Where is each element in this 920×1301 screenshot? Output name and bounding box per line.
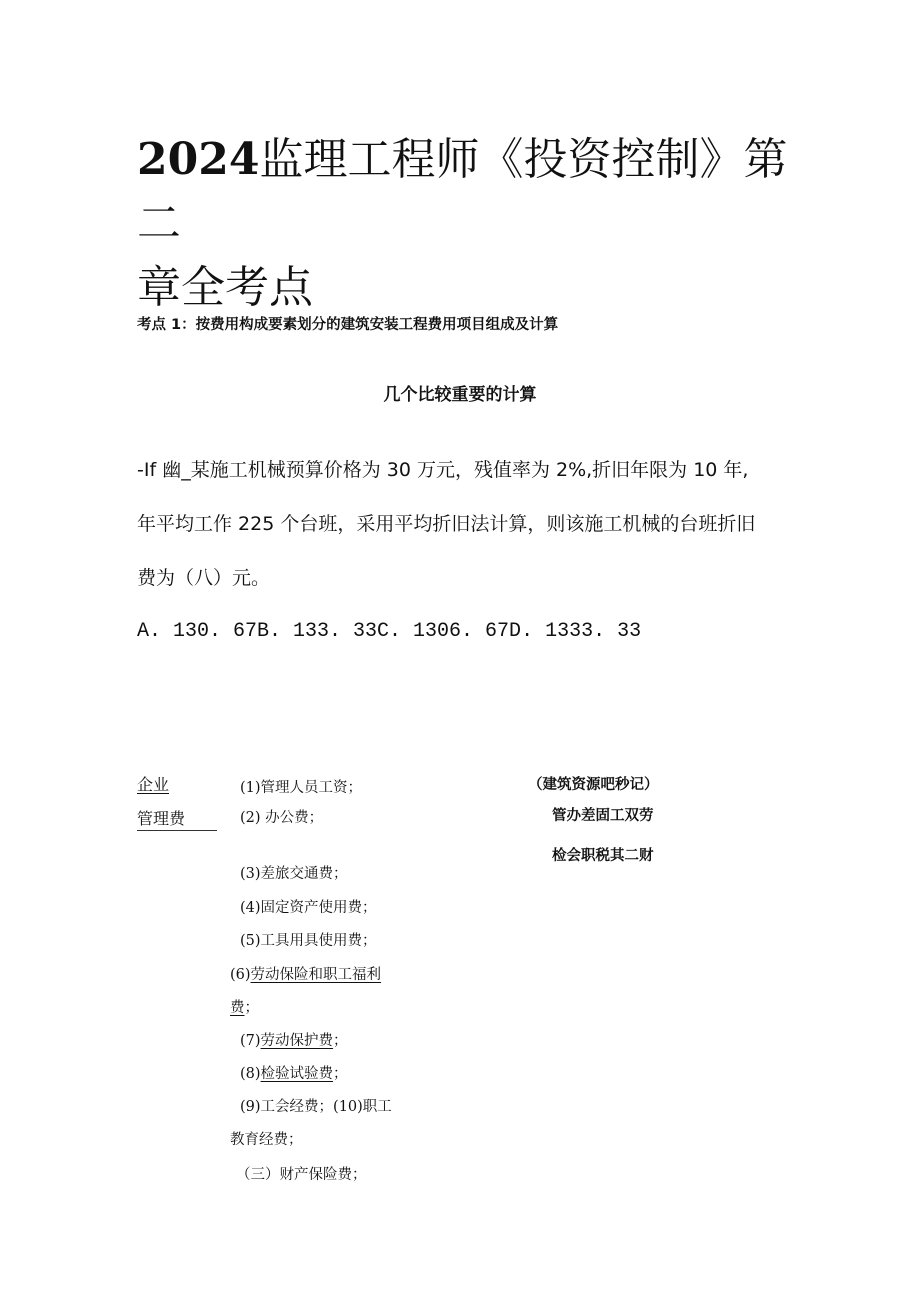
fee-item-6-cont-text: 费: [230, 1000, 245, 1016]
fee-item-6-text: 劳动保险和职工福利: [250, 967, 382, 983]
question-line-3: 费为（八）元。: [137, 567, 271, 589]
title-year: 2024: [137, 134, 260, 185]
fee-item-9-cont: 教育经费；: [230, 1132, 303, 1148]
fee-item-2: (2) 办公费；: [240, 810, 324, 826]
fee-item-6: [230, 963, 381, 984]
fee-item-5: (5)工具用具使用费；: [240, 933, 377, 949]
fee-item-8-suffix: ；: [333, 1066, 348, 1082]
fee-item-8-prefix: (8): [240, 1066, 261, 1082]
title-line2: 章全考点: [137, 262, 313, 313]
fee-item-7-prefix: (7): [240, 1033, 261, 1049]
fee-item-8-text: 检验试验费: [260, 1066, 334, 1082]
fee-item-8: [240, 1062, 348, 1083]
question-line-1: -If 幽_某施工机械预算价格为 30 万元，残值率为 2%,折旧年限为 10 年,: [137, 459, 749, 481]
label-divider: [137, 830, 217, 831]
fee-item-4: (4)固定资产使用费；: [240, 900, 377, 916]
fee-item-6-cont-suffix: ；: [244, 1000, 259, 1016]
subheading: 几个比较重要的计算: [383, 385, 537, 405]
fee-item-6-cont: [230, 996, 259, 1017]
question-stem: [137, 443, 807, 605]
section-heading: 考点 1：按费用构成要素划分的建筑安装工程费用项目组成及计算: [137, 317, 559, 333]
enterprise-fee-label-2: 管理费: [137, 809, 186, 828]
mnemonic-header: （建筑资源吧秒记）: [528, 777, 659, 793]
fee-item-6-prefix: (6): [230, 967, 251, 983]
answer-options: A. 130. 67B. 133. 33C. 1306. 67D. 1333. 33: [137, 620, 642, 643]
enterprise-fee-label-1: 企业: [137, 775, 170, 794]
fee-item-11: （三）财产保险费；: [236, 1167, 367, 1183]
question-line-2: 年平均工作 225 个台班，采用平均折旧法计算，则该施工机械的台班折旧: [137, 513, 756, 535]
mnemonic-line-1: 管办差固工双劳: [552, 808, 654, 824]
mnemonic-line-2: 检会职税其二财: [552, 848, 654, 864]
fee-item-9: (9)工会经费；(10)职工: [240, 1099, 392, 1115]
title-line1: 监理工程师《投资控制》第二: [137, 134, 788, 249]
fee-item-1: (1)管理人员工资；: [240, 780, 363, 796]
fee-item-3: (3)差旅交通费；: [240, 866, 348, 882]
fee-item-7-text: 劳动保护费: [260, 1033, 334, 1049]
document-title: [137, 128, 817, 320]
fee-item-7-suffix: ；: [333, 1033, 348, 1049]
fee-item-7: [240, 1029, 348, 1050]
